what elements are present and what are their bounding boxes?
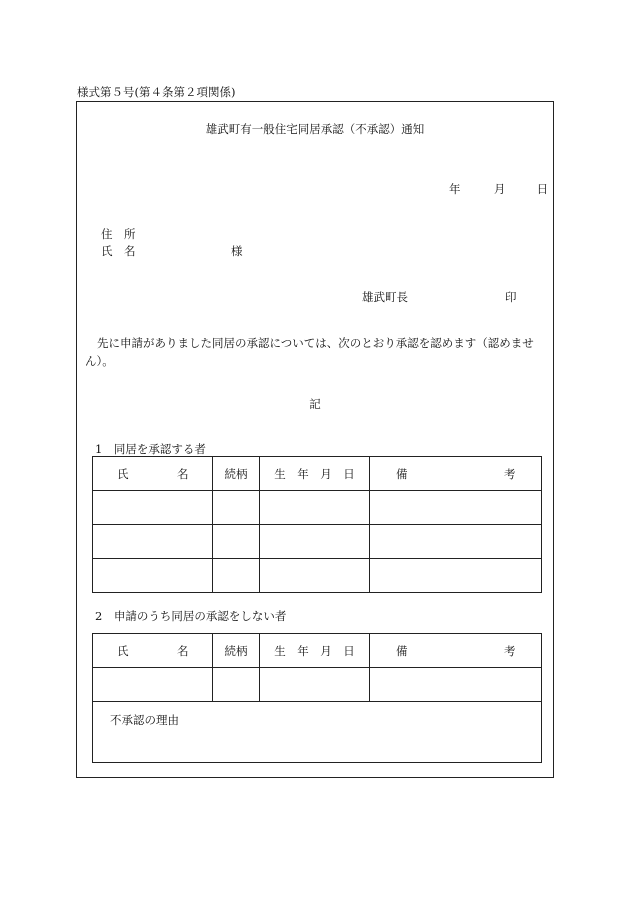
remarks-cell[interactable] — [370, 525, 542, 559]
remarks-cell[interactable] — [370, 559, 542, 593]
dob-cell[interactable] — [260, 559, 370, 593]
relation-cell[interactable] — [213, 491, 260, 525]
dob-cell[interactable] — [260, 525, 370, 559]
ki-heading: 記 — [309, 397, 321, 411]
reason-label: 不承認の理由 — [110, 713, 179, 727]
body-text: 先に申請がありました同居の承認については、次のとおり承認を認めます（認めません）。 — [85, 336, 534, 368]
section2-heading: 2 申請のうち同居の承認をしない者 — [95, 609, 287, 623]
name-cell[interactable] — [93, 668, 213, 702]
header-name: 氏 名 — [93, 634, 213, 668]
form-number: 様式第５号(第４条第２項関係) — [77, 85, 236, 99]
relation-cell[interactable] — [213, 559, 260, 593]
date-month: 月 — [493, 182, 506, 196]
date-day: 日 — [536, 182, 549, 196]
document-title: 雄武町有一般住宅同居承認（不承認）通知 — [205, 122, 425, 136]
header-relation: 続柄 — [213, 457, 260, 491]
reason-row — [93, 702, 542, 763]
seal-label: 印 — [505, 290, 517, 304]
approved-persons-table — [92, 456, 542, 593]
dob-cell[interactable] — [260, 668, 370, 702]
table-header-row — [93, 457, 542, 491]
name-cell[interactable] — [93, 559, 213, 593]
table-row — [93, 668, 542, 702]
table-row — [93, 491, 542, 525]
table-header-row — [93, 634, 542, 668]
denied-persons-table — [92, 633, 542, 763]
reason-cell[interactable] — [93, 702, 542, 763]
mayor-label: 雄武町長 — [362, 290, 408, 304]
header-name: 氏 名 — [93, 457, 213, 491]
name-cell[interactable] — [93, 525, 213, 559]
header-dob: 生 年 月 日 — [260, 457, 370, 491]
date-year: 年 — [449, 182, 461, 196]
dob-cell[interactable] — [260, 491, 370, 525]
remarks-cell[interactable] — [370, 491, 542, 525]
relation-cell[interactable] — [213, 525, 260, 559]
name-cell[interactable] — [93, 491, 213, 525]
table-row — [93, 525, 542, 559]
header-dob: 生 年 月 日 — [260, 634, 370, 668]
header-remarks: 備 考 — [370, 634, 542, 668]
table-row — [93, 559, 542, 593]
address-label: 住 所 — [101, 227, 136, 241]
section1-heading: 1 同居を承認する者 — [95, 442, 206, 456]
honorific: 様 — [231, 244, 243, 258]
header-remarks: 備 考 — [370, 457, 542, 491]
name-label: 氏 名 — [101, 244, 136, 258]
header-relation: 続柄 — [213, 634, 260, 668]
relation-cell[interactable] — [213, 668, 260, 702]
remarks-cell[interactable] — [370, 668, 542, 702]
date-line — [449, 181, 548, 197]
